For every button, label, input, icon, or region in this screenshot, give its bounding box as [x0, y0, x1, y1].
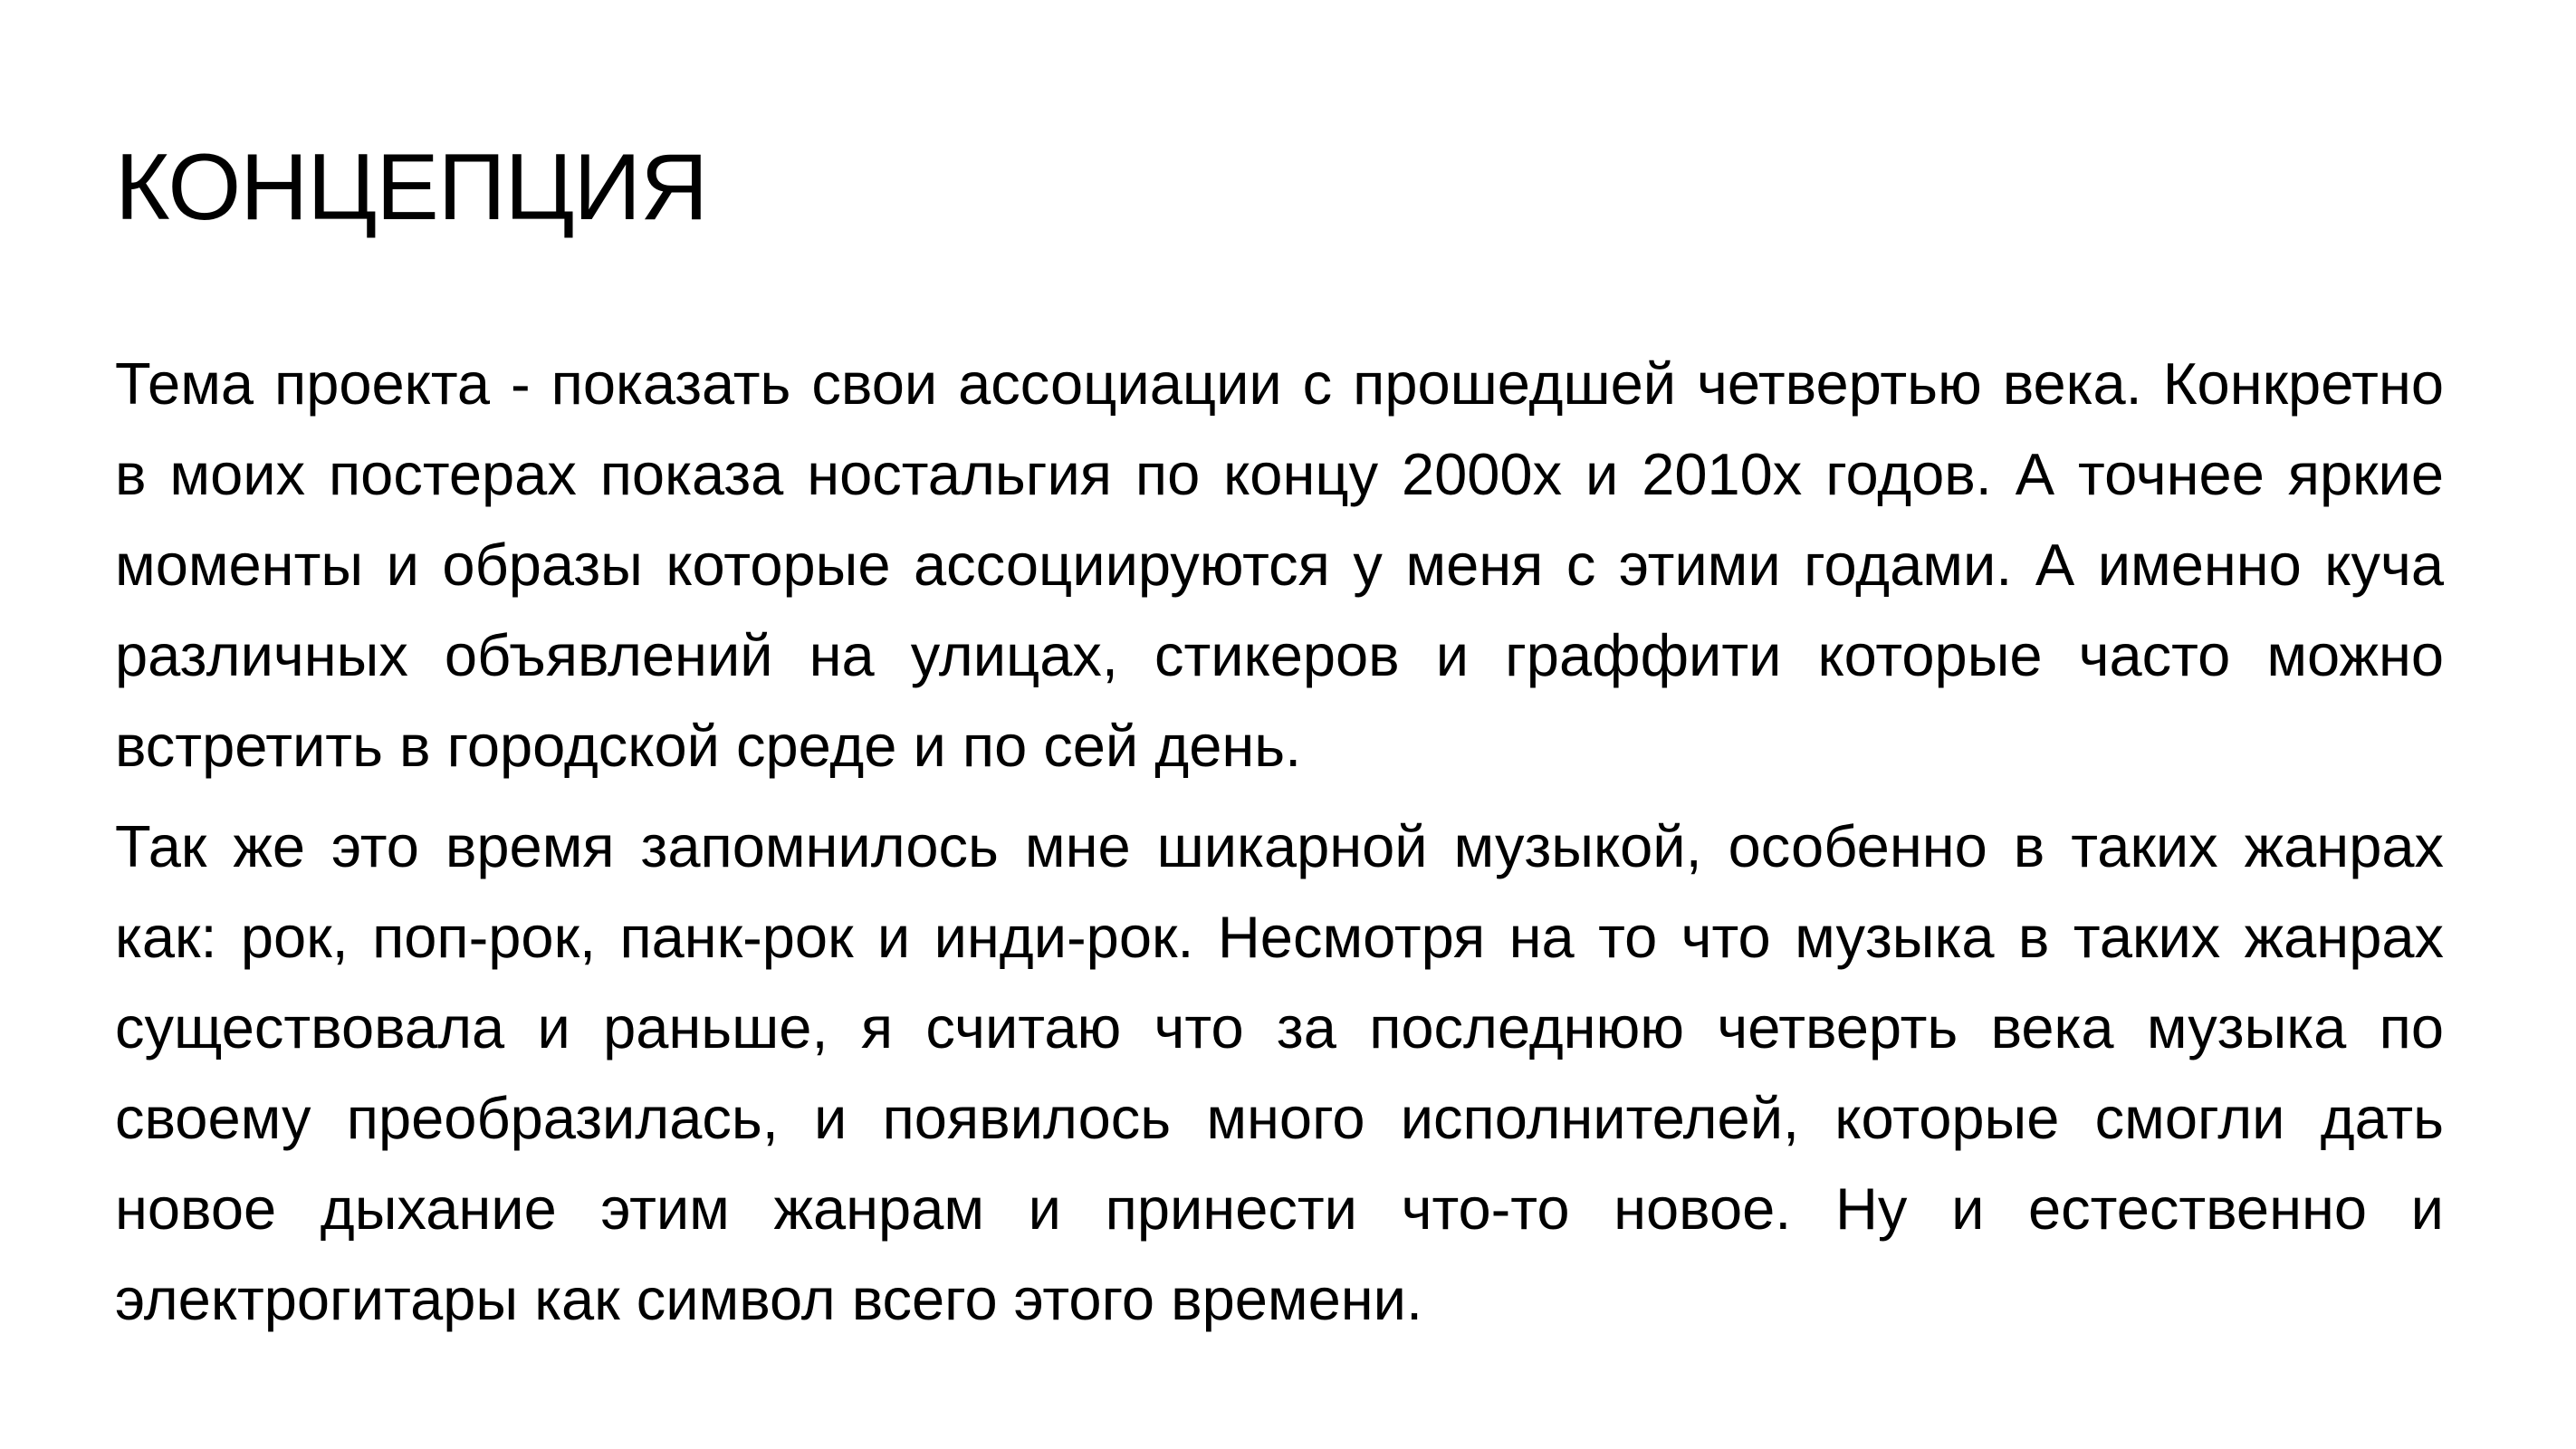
- paragraph-music: Так же это время запомнилось мне шикарной музыкой, особенно в таких жанрах как: рок, поп-рок, панк-рок и инди-рок. Несмотря на то что музыка в таких жанрах существовала и раньше, я считаю что за последнюю четверть века музыка по своему преобразилась, и появилось много исполнителей, которые смогли дать новое дыхание этим жанрам и принести что-то новое. Ну и естественно и электрогитары как символ всего этого времени.: [115, 813, 2444, 1332]
- paragraph-theme: Тема проекта - показать свои ассоциации с прошедшей четвертью века. Конкретно в моих постерах показа ностальгия по концу 2000х и 2010х годов. А точнее яркие моменты и образы которые ассоциируются у меня с этими годами. А именно куча различных объявлений на улицах, стикеров и граффити которые часто можно встретить в городской среде и по сей день.: [115, 350, 2444, 779]
- slide-title: КОНЦЕПЦИЯ: [115, 135, 708, 240]
- slide-body: [115, 339, 2444, 1345]
